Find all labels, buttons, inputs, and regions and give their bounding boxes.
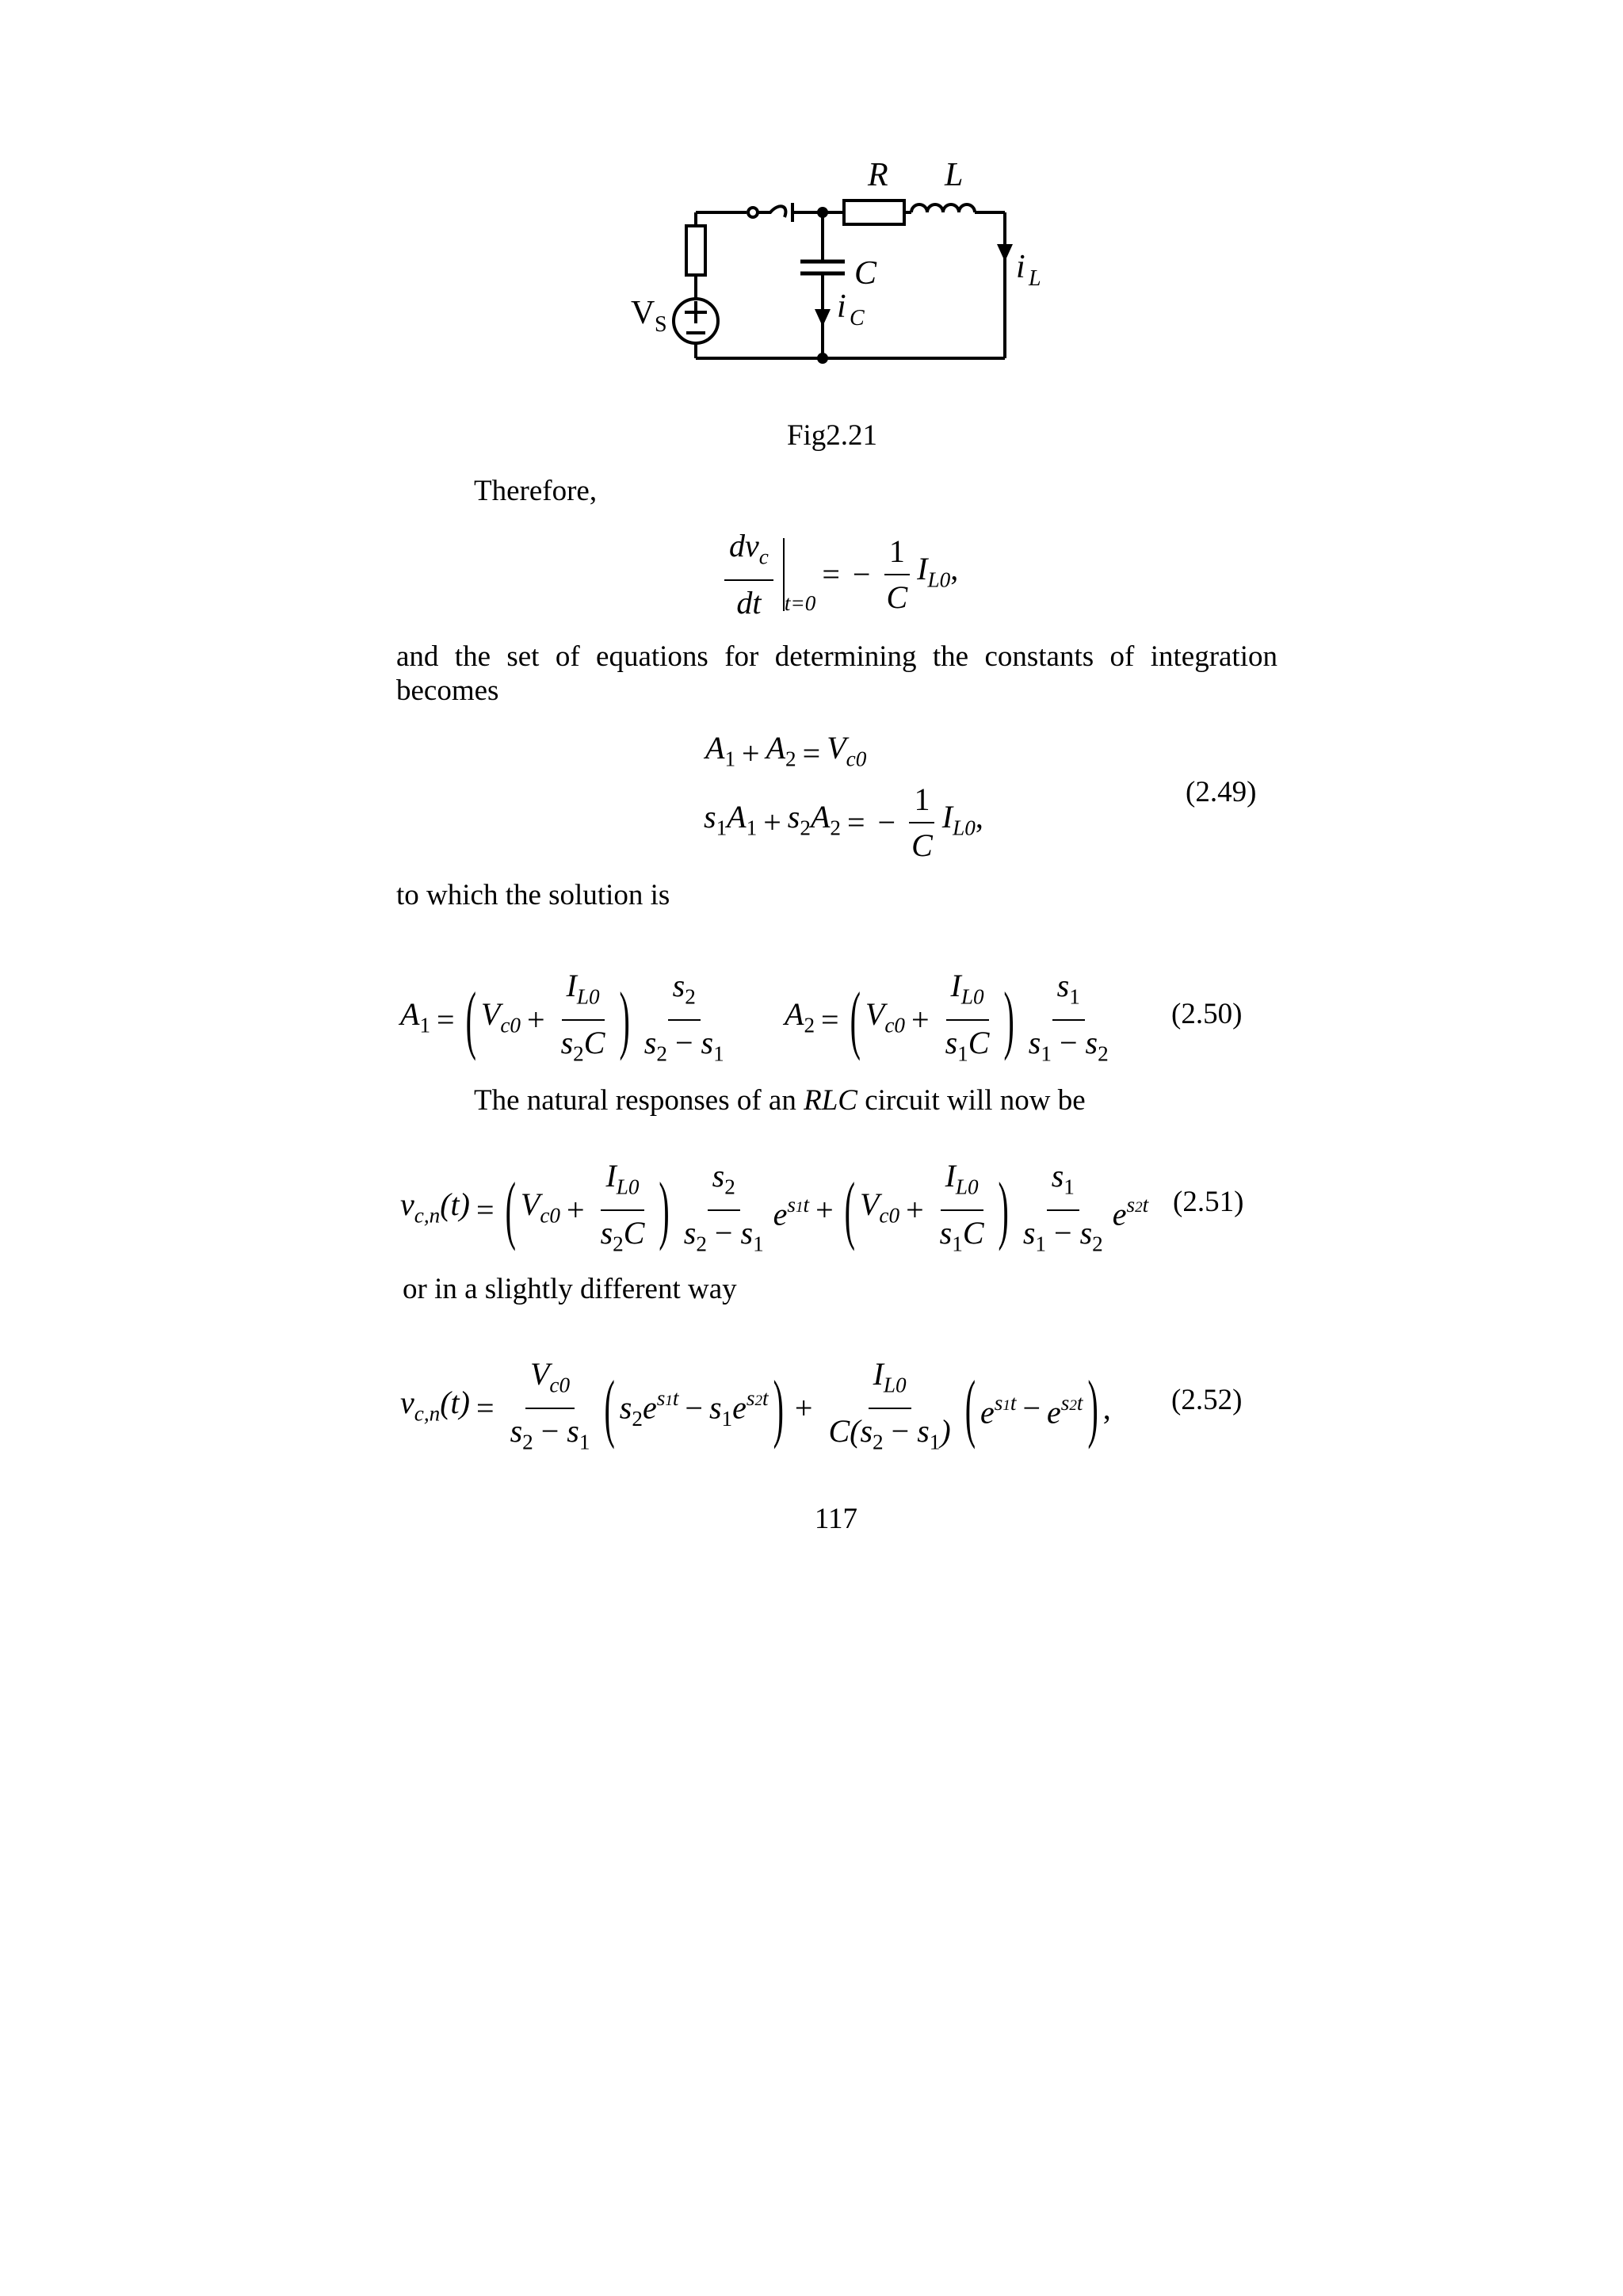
equation-2-51: $v_{c,n}(t)$ = ( $V_{c0}$ + $\frac{I_{L0}}{s_2C}$ ) $\frac{s_2}{s_2 - s_1}$ $e^{s1t}$ + ( $V_{c0}$ + $\frac{I_{L0}}{s_1C}$ ) $\frac{s_1}{s_1 - s_2}$ $e^{s2t}$ xyxy=(400,1158,1149,1256)
text-natural-pre: The natural responses of an xyxy=(474,1084,804,1117)
label-vs-sub: S xyxy=(655,312,667,337)
label-C: C xyxy=(854,255,877,292)
figure-caption: Fig2.21 xyxy=(786,419,878,452)
equation-2-50-a2: $A_2$ = ( $V_{c0}$ + $\frac{I_{L0}}{s_1C}$ ) $\frac{s_1}{s_1 - s_2}$ xyxy=(785,968,1109,1066)
equation-number-2-52: (2.52) xyxy=(1171,1384,1243,1416)
equation-number-2-51: (2.51) xyxy=(1173,1186,1244,1218)
switch-contact xyxy=(748,208,758,217)
text-set-line2: becomes xyxy=(396,674,499,707)
label-vs: V xyxy=(631,295,655,331)
text-different-way: or in a slightly different way xyxy=(403,1273,737,1305)
equation-number-2-50: (2.50) xyxy=(1171,998,1243,1030)
label-il: i xyxy=(1016,249,1025,285)
equation-2-49-line1: $A_1$ + $A_2$ = $V_{c0}$ xyxy=(705,730,867,771)
text-set-line1: and the set of equations for determining the constants of integration xyxy=(396,640,1277,673)
junction-bottom xyxy=(817,353,828,364)
text-natural-rlc: RLC xyxy=(804,1084,857,1117)
inductor-l xyxy=(911,204,975,212)
label-ic: i xyxy=(837,288,846,325)
text-natural-post: circuit will now be xyxy=(857,1084,1086,1117)
text-therefore: Therefore, xyxy=(474,475,598,507)
ic-arrow xyxy=(815,309,831,327)
equation-number-2-49: (2.49) xyxy=(1186,776,1257,808)
il-arrow xyxy=(997,244,1013,262)
label-ic-sub: C xyxy=(850,306,865,330)
source-resistor xyxy=(686,226,705,275)
junction-top xyxy=(817,207,828,218)
text-solution: to which the solution is xyxy=(396,879,670,911)
label-L: L xyxy=(945,157,964,193)
circuit-diagram xyxy=(602,151,1078,380)
resistor-r xyxy=(844,201,904,224)
label-il-sub: L xyxy=(1029,266,1041,291)
equation-derivative: $\frac{dv_c}{dt}$ t=0 = − $\frac{1}{C}$ $I_{L0}$, xyxy=(720,527,958,622)
switch-arm xyxy=(758,206,785,217)
label-R: R xyxy=(868,157,888,193)
equation-2-49-line2: $s_1A_1$ + $s_2A_2$ = − $\frac{1}{C}$ $I_{L0}$, xyxy=(704,781,983,863)
page-number: 117 xyxy=(814,1503,858,1535)
equation-2-52: $v_{c,n}(t)$ = $\frac{V_{c0}}{s_2 - s_1}$ ( $s_2e^{s1t}$ − $s_1e^{s2t}$ ) + $\frac{I_{L0}}{C(s_2 - s_1)}$ ( $e^{s1t}$ − $e^{s2t}$ ) , xyxy=(400,1356,1111,1454)
equation-2-50-a1: $A_1$ = ( $V_{c0}$ + $\frac{I_{L0}}{s_2C}$ ) $\frac{s_2}{s_2 - s_1}$ xyxy=(400,968,724,1066)
text-natural xyxy=(474,1083,1086,1118)
